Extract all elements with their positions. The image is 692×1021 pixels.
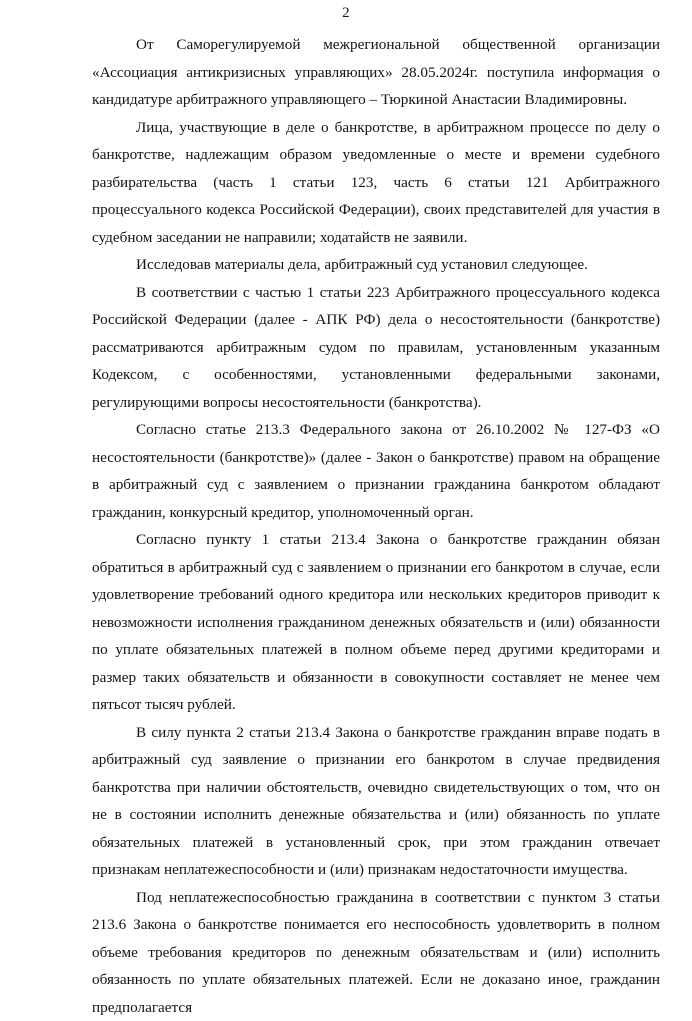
page-number: 2 <box>0 4 692 22</box>
paragraph: Согласно пункту 1 статьи 213.4 Закона о банкротстве гражданин обязан обратиться в арбитражный суд с заявлением о признании его банкротом в случае, если удовлетворение требований одного кредитора или нескольких кредиторов приводит к невозможности исполнения гражданином денежных обязательств и (или) обязанности по уплате обязательных платежей в полном объеме перед другими кредиторами и размер таких обязательств и обязанности в совокупности составляет не менее чем пятьсот тысяч рублей. <box>92 526 660 719</box>
document-body <box>92 31 660 1021</box>
paragraph: От Саморегулируемой межрегиональной общественной организации «Ассоциация антикризисных управляющих» 28.05.2024г. поступила информация о кандидатуре арбитражного управляющего – Тюркиной Анастасии Владимировны. <box>92 31 660 114</box>
paragraph: Согласно статье 213.3 Федерального закона от 26.10.2002 № 127-ФЗ «О несостоятельности (банкротстве)» (далее - Закон о банкротстве) правом на обращение в арбитражный суд с заявлением о признании гражданина банкротом обладают гражданин, конкурсный кредитор, уполномоченный орган. <box>92 416 660 526</box>
paragraph: Исследовав материалы дела, арбитражный суд установил следующее. <box>92 251 660 279</box>
paragraph: В соответствии с частью 1 статьи 223 Арбитражного процессуального кодекса Российской Федерации (далее - АПК РФ) дела о несостоятельности (банкротстве) рассматриваются арбитражным судом по правилам, установленным указанным Кодексом, с особенностями, установленными федеральными законами, регулирующими вопросы несостоятельности (банкротства). <box>92 279 660 417</box>
paragraph: Под неплатежеспособностью гражданина в соответствии с пунктом 3 статьи 213.6 Закона о банкротстве понимается его неспособность удовлетворить в полном объеме требования кредиторов по денежным обязательствам и (или) исполнить обязанность по уплате обязательных платежей. Если не доказано иное, гражданин предполагается <box>92 884 660 1021</box>
paragraph: Лица, участвующие в деле о банкротстве, в арбитражном процессе по делу о банкротстве, надлежащим образом уведомленные о месте и времени судебного разбирательства (часть 1 статьи 123, часть 6 статьи 121 Арбитражного процессуального кодекса Российской Федерации), своих представителей для участия в судебном заседании не направили; ходатайств не заявили. <box>92 114 660 252</box>
paragraph: В силу пункта 2 статьи 213.4 Закона о банкротстве гражданин вправе подать в арбитражный суд заявление о признании его банкротом в случае предвидения банкротства при наличии обстоятельств, очевидно свидетельствующих о том, что он не в состоянии исполнить денежные обязательства и (или) обязанность по уплате обязательных платежей в установленный срок, при этом гражданин отвечает признакам неплатежеспособности и (или) признакам недостаточности имущества. <box>92 719 660 884</box>
